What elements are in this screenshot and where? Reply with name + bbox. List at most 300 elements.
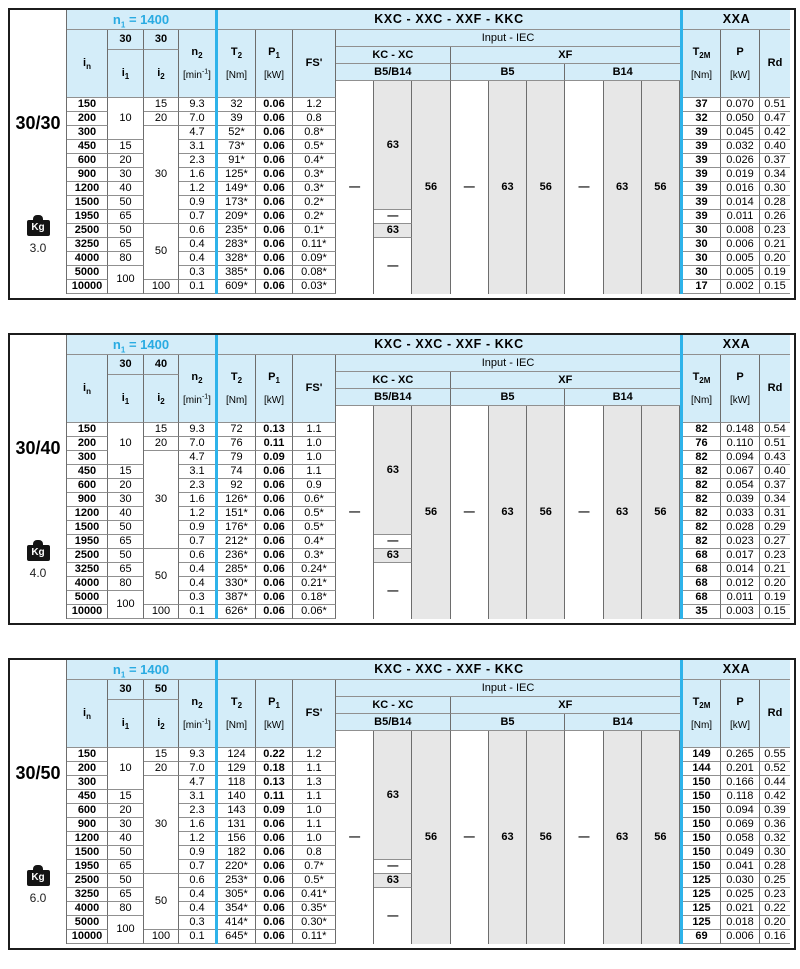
i1-value: 15 xyxy=(108,790,144,804)
xxa-title: XXA xyxy=(683,335,790,355)
p-value: 0.023 xyxy=(721,535,760,549)
rd-value: 0.43 xyxy=(760,451,790,465)
p1-value: 0.06 xyxy=(256,140,293,154)
fs-value: 0.3* xyxy=(293,549,336,563)
n2-value: 0.3 xyxy=(179,591,215,605)
fs-value: 1.1 xyxy=(293,790,336,804)
iec-col-2-seg: — xyxy=(374,535,412,549)
i1-head-value: 30 xyxy=(108,30,144,50)
p-value: 0.032 xyxy=(721,140,760,154)
p-value: 0.070 xyxy=(721,98,760,112)
p1-value: 0.06 xyxy=(256,591,293,605)
t2m-value: 39 xyxy=(683,210,721,224)
i1-value: 100 xyxy=(108,591,144,619)
iec-col-6: 56 xyxy=(527,731,565,944)
iec-col-5: 63 xyxy=(489,406,527,619)
rd-value: 0.39 xyxy=(760,804,790,818)
i1-column-header: $i_1$ xyxy=(108,700,144,748)
t2m-value: 76 xyxy=(683,437,721,451)
in-value: 900 xyxy=(67,818,108,832)
i2-value: 15 xyxy=(144,98,179,112)
p1-value: 0.06 xyxy=(256,874,293,888)
in-value: 450 xyxy=(67,140,108,154)
p1-unit: [kW] xyxy=(264,719,284,731)
iec-col-2-seg: — xyxy=(374,210,412,224)
t2m-value: 144 xyxy=(683,762,721,776)
in-value: 600 xyxy=(67,154,108,168)
p1-value: 0.06 xyxy=(256,535,293,549)
rd-value: 0.15 xyxy=(760,605,790,619)
in-value: 1500 xyxy=(67,846,108,860)
p-value: 0.014 xyxy=(721,563,760,577)
p1-value: 0.06 xyxy=(256,238,293,252)
in-value: 900 xyxy=(67,493,108,507)
p-value: 0.028 xyxy=(721,521,760,535)
p1-value: 0.22 xyxy=(256,748,293,762)
rd-value: 0.40 xyxy=(760,465,790,479)
i2-value: 15 xyxy=(144,748,179,762)
in-value: 150 xyxy=(67,748,108,762)
rd-value: 0.26 xyxy=(760,210,790,224)
in-value: 1500 xyxy=(67,196,108,210)
p-unit: [kW] xyxy=(730,719,750,731)
n2-value: 0.7 xyxy=(179,860,215,874)
t2-column-header xyxy=(218,355,256,423)
rd-value: 0.32 xyxy=(760,832,790,846)
n2-value: 0.6 xyxy=(179,874,215,888)
t2m-value: 68 xyxy=(683,563,721,577)
rd-value: 0.31 xyxy=(760,507,790,521)
p-value: 0.011 xyxy=(721,210,760,224)
n2-value: 1.2 xyxy=(179,182,215,196)
p-value: 0.005 xyxy=(721,266,760,280)
i1-value: 50 xyxy=(108,196,144,210)
p1-value: 0.06 xyxy=(256,168,293,182)
i2-value: 50 xyxy=(144,549,179,605)
fs-value: 0.2* xyxy=(293,196,336,210)
in-value: 1200 xyxy=(67,832,108,846)
fs-value: 1.2 xyxy=(293,748,336,762)
t2m-value: 150 xyxy=(683,860,721,874)
fs-value: 0.2* xyxy=(293,210,336,224)
p-value: 0.058 xyxy=(721,832,760,846)
i2-head-value: 30 xyxy=(144,30,179,50)
i1-value: 10 xyxy=(108,423,144,465)
t2m-value: 150 xyxy=(683,818,721,832)
t2m-value: 125 xyxy=(683,902,721,916)
fs-value: 1.1 xyxy=(293,423,336,437)
in-value: 200 xyxy=(67,762,108,776)
t2-value: 385* xyxy=(218,266,256,280)
in-value: 4000 xyxy=(67,902,108,916)
t2m-value: 30 xyxy=(683,238,721,252)
rd-value: 0.30 xyxy=(760,182,790,196)
rd-value: 0.40 xyxy=(760,140,790,154)
n2-value: 1.2 xyxy=(179,507,215,521)
i2-head-value: 40 xyxy=(144,355,179,375)
i1-value: 40 xyxy=(108,832,144,846)
t2m-value: 125 xyxy=(683,874,721,888)
n2-value: 4.7 xyxy=(179,451,215,465)
series-title: KXC - XXC - XXF - KKC xyxy=(218,10,680,30)
i1-value: 50 xyxy=(108,874,144,888)
p-value: 0.045 xyxy=(721,126,760,140)
t2-value: 73* xyxy=(218,140,256,154)
t2-value: 140 xyxy=(218,790,256,804)
p1-value: 0.06 xyxy=(256,112,293,126)
rd-value: 0.20 xyxy=(760,916,790,930)
in-value: 900 xyxy=(67,168,108,182)
n2-value: 0.4 xyxy=(179,888,215,902)
iec-col-2-seg: 63 xyxy=(374,81,412,210)
t2m-value: 39 xyxy=(683,126,721,140)
t2m-value: 30 xyxy=(683,252,721,266)
t2m-value: 68 xyxy=(683,591,721,605)
p-value: 0.018 xyxy=(721,916,760,930)
in-value: 1200 xyxy=(67,182,108,196)
t2m-column-header xyxy=(683,680,721,748)
fs-value: 0.18* xyxy=(293,591,336,605)
p1-value: 0.06 xyxy=(256,888,293,902)
t2m-value: 39 xyxy=(683,168,721,182)
n2-value: 0.7 xyxy=(179,210,215,224)
fs-value: 0.6* xyxy=(293,493,336,507)
i2-column-header: $i_2$ xyxy=(144,375,179,423)
in-value: 3250 xyxy=(67,888,108,902)
in-value: 10000 xyxy=(67,930,108,944)
in-value: 3250 xyxy=(67,563,108,577)
ratio-column xyxy=(10,660,67,944)
n2-value: 0.9 xyxy=(179,846,215,860)
p-symbol: P xyxy=(736,695,744,708)
p1-value: 0.06 xyxy=(256,182,293,196)
p1-column-header xyxy=(256,680,293,748)
in-value: 200 xyxy=(67,112,108,126)
i1-column-header: $i_1$ xyxy=(108,50,144,98)
t2-value: 305* xyxy=(218,888,256,902)
p1-column-header xyxy=(256,30,293,98)
i1-value: 100 xyxy=(108,916,144,944)
t2-value: 74 xyxy=(218,465,256,479)
n2-column-header xyxy=(179,355,215,423)
n2-value: 0.4 xyxy=(179,252,215,266)
t2m-value: 150 xyxy=(683,790,721,804)
in-column-header: $i_n$ xyxy=(67,355,108,423)
b5-b14-header: B5/B14 xyxy=(336,389,451,406)
iec-col-9: 56 xyxy=(642,731,680,944)
iec-col-1: — xyxy=(336,81,374,294)
fs-value: 0.5* xyxy=(293,874,336,888)
t2m-value: 17 xyxy=(683,280,721,294)
t2m-value: 150 xyxy=(683,846,721,860)
n2-value: 0.9 xyxy=(179,521,215,535)
i1-value: 80 xyxy=(108,252,144,266)
section-divider-left xyxy=(215,335,218,619)
p-symbol: P xyxy=(736,45,744,58)
p1-value: 0.06 xyxy=(256,930,293,944)
n2-value: 0.3 xyxy=(179,916,215,930)
p1-unit: [kW] xyxy=(264,394,284,406)
i1-value: 65 xyxy=(108,860,144,874)
t2-value: 328* xyxy=(218,252,256,266)
n2-value: 9.3 xyxy=(179,98,215,112)
iec-col-2-seg: — xyxy=(374,888,412,944)
i1-head-value: 30 xyxy=(108,355,144,375)
i2-value: 20 xyxy=(144,112,179,126)
weight-value: 3.0 xyxy=(29,241,47,255)
i2-value: 50 xyxy=(144,874,179,930)
n2-value: 3.1 xyxy=(179,140,215,154)
t2m-value: 150 xyxy=(683,776,721,790)
in-value: 4000 xyxy=(67,252,108,266)
i1-value: 50 xyxy=(108,521,144,535)
i2-value: 30 xyxy=(144,451,179,549)
b14-header: B14 xyxy=(565,389,680,406)
i2-value: 20 xyxy=(144,437,179,451)
rd-value: 0.29 xyxy=(760,521,790,535)
p-value: 0.011 xyxy=(721,591,760,605)
i1-value: 100 xyxy=(108,266,144,294)
n2-value: 0.1 xyxy=(179,930,215,944)
n2-column-header xyxy=(179,30,215,98)
t2-value: 32 xyxy=(218,98,256,112)
fs-value: 1.2 xyxy=(293,98,336,112)
rd-value: 0.21 xyxy=(760,238,790,252)
t2-value: 156 xyxy=(218,832,256,846)
t2m-value: 82 xyxy=(683,451,721,465)
i2-column-header: $i_2$ xyxy=(144,50,179,98)
n2-value: 0.6 xyxy=(179,549,215,563)
iec-col-6: 56 xyxy=(527,81,565,294)
kg-icon-body: Kg xyxy=(27,220,50,236)
p-value: 0.019 xyxy=(721,168,760,182)
i2-value: 20 xyxy=(144,762,179,776)
iec-col-2-seg: 63 xyxy=(374,731,412,860)
rd-value: 0.37 xyxy=(760,479,790,493)
p1-value: 0.06 xyxy=(256,577,293,591)
b5-b14-header: B5/B14 xyxy=(336,64,451,81)
rd-value: 0.55 xyxy=(760,748,790,762)
p-value: 0.006 xyxy=(721,238,760,252)
in-value: 300 xyxy=(67,126,108,140)
t2m-value: 82 xyxy=(683,423,721,437)
n2-column-header xyxy=(179,680,215,748)
rd-value: 0.20 xyxy=(760,577,790,591)
t2-value: 76 xyxy=(218,437,256,451)
rd-value: 0.25 xyxy=(760,874,790,888)
xf-header: XF xyxy=(451,372,680,389)
t2-value: 236* xyxy=(218,549,256,563)
t2m-column-header xyxy=(683,30,721,98)
i2-value: 30 xyxy=(144,126,179,224)
i1-value: 30 xyxy=(108,168,144,182)
i2-value: 50 xyxy=(144,224,179,280)
rd-value: 0.16 xyxy=(760,930,790,944)
i1-value: 40 xyxy=(108,507,144,521)
iec-col-7: — xyxy=(565,81,603,294)
fs-value: 0.35* xyxy=(293,902,336,916)
in-value: 600 xyxy=(67,804,108,818)
section-divider-left xyxy=(215,660,218,944)
p1-symbol: $P_1$ xyxy=(268,45,280,60)
p-value: 0.094 xyxy=(721,804,760,818)
b14-header: B14 xyxy=(565,714,680,731)
p-column-header xyxy=(721,355,760,423)
iec-col-2-seg: — xyxy=(374,860,412,874)
p1-value: 0.06 xyxy=(256,521,293,535)
fs-value: 0.9 xyxy=(293,479,336,493)
in-value: 600 xyxy=(67,479,108,493)
iec-col-2-seg: 63 xyxy=(374,224,412,238)
p1-value: 0.06 xyxy=(256,902,293,916)
n2-value: 2.3 xyxy=(179,154,215,168)
p-value: 0.069 xyxy=(721,818,760,832)
in-value: 450 xyxy=(67,465,108,479)
t2-value: 125* xyxy=(218,168,256,182)
i1-value: 20 xyxy=(108,479,144,493)
n2-value: 4.7 xyxy=(179,776,215,790)
n2-unit: $[\min^{-1}]$ xyxy=(183,393,211,406)
t2m-unit: [Nm] xyxy=(690,394,713,406)
t2-unit: [Nm] xyxy=(225,69,248,81)
t2m-symbol: $T_{2M}$ xyxy=(692,695,711,710)
t2-value: 92 xyxy=(218,479,256,493)
iec-col-2-seg: 63 xyxy=(374,549,412,563)
t2-value: 118 xyxy=(218,776,256,790)
b5-header: B5 xyxy=(451,389,566,406)
rd-value: 0.51 xyxy=(760,437,790,451)
iec-col-8: 63 xyxy=(604,731,642,944)
fs-value: 0.3* xyxy=(293,182,336,196)
t2m-unit: [Nm] xyxy=(690,719,713,731)
iec-col-7: — xyxy=(565,406,603,619)
in-column-header: $i_n$ xyxy=(67,30,108,98)
fs-value: 0.4* xyxy=(293,154,336,168)
t2-value: 354* xyxy=(218,902,256,916)
i1-head-value: 30 xyxy=(108,680,144,700)
fs-value: 0.41* xyxy=(293,888,336,902)
fs-value: 0.5* xyxy=(293,521,336,535)
i1-value: 10 xyxy=(108,748,144,790)
n2-value: 2.3 xyxy=(179,804,215,818)
t2m-value: 82 xyxy=(683,535,721,549)
n2-value: 2.3 xyxy=(179,479,215,493)
i1-value: 65 xyxy=(108,888,144,902)
fs-value: 0.11* xyxy=(293,930,336,944)
kg-weight-icon xyxy=(10,540,66,561)
i1-value: 65 xyxy=(108,563,144,577)
t2-symbol: $T_2$ xyxy=(230,695,243,710)
p1-value: 0.06 xyxy=(256,126,293,140)
iec-col-3: 56 xyxy=(412,81,450,294)
iec-col-4: — xyxy=(451,731,489,944)
p1-value: 0.06 xyxy=(256,916,293,930)
t2-value: 209* xyxy=(218,210,256,224)
t2-unit: [Nm] xyxy=(225,719,248,731)
t2m-symbol: $T_{2M}$ xyxy=(692,370,711,385)
fs-value: 1.1 xyxy=(293,465,336,479)
t2m-value: 39 xyxy=(683,182,721,196)
kg-icon-body: Kg xyxy=(27,545,50,561)
p1-value: 0.06 xyxy=(256,549,293,563)
i2-head-value: 50 xyxy=(144,680,179,700)
n2-value: 3.1 xyxy=(179,465,215,479)
rd-value: 0.54 xyxy=(760,423,790,437)
p1-value: 0.06 xyxy=(256,266,293,280)
ratio-label: 30/40 xyxy=(15,438,61,458)
n2-value: 4.7 xyxy=(179,126,215,140)
rd-value: 0.51 xyxy=(760,98,790,112)
p1-symbol: $P_1$ xyxy=(268,695,280,710)
p1-value: 0.13 xyxy=(256,423,293,437)
t2m-symbol: $T_{2M}$ xyxy=(692,45,711,60)
p1-unit: [kW] xyxy=(264,69,284,81)
p1-value: 0.06 xyxy=(256,605,293,619)
t2-value: 283* xyxy=(218,238,256,252)
i1-value: 80 xyxy=(108,577,144,591)
p1-value: 0.06 xyxy=(256,154,293,168)
fs-value: 0.06* xyxy=(293,605,336,619)
t2-value: 609* xyxy=(218,280,256,294)
fs-value: 0.8 xyxy=(293,846,336,860)
iec-col-7: — xyxy=(565,731,603,944)
b5-b14-header: B5/B14 xyxy=(336,714,451,731)
iec-col-4: — xyxy=(451,81,489,294)
in-value: 150 xyxy=(67,423,108,437)
p1-value: 0.06 xyxy=(256,98,293,112)
xf-header: XF xyxy=(451,697,680,714)
xxa-title: XXA xyxy=(683,10,790,30)
p1-value: 0.06 xyxy=(256,860,293,874)
t2-value: 91* xyxy=(218,154,256,168)
i1-value: 65 xyxy=(108,238,144,252)
in-value: 10000 xyxy=(67,605,108,619)
n2-value: 0.1 xyxy=(179,280,215,294)
n2-unit: $[\min^{-1}]$ xyxy=(183,718,211,731)
p1-value: 0.11 xyxy=(256,437,293,451)
kc-xc-header: KC - XC xyxy=(336,372,451,389)
t2m-value: 82 xyxy=(683,493,721,507)
t2m-value: 39 xyxy=(683,196,721,210)
t2m-value: 125 xyxy=(683,888,721,902)
t2-value: 131 xyxy=(218,818,256,832)
in-column-header: $i_n$ xyxy=(67,680,108,748)
in-value: 300 xyxy=(67,451,108,465)
i1-value: 50 xyxy=(108,224,144,238)
n2-value: 1.2 xyxy=(179,832,215,846)
fs-column-header: FS' xyxy=(293,680,336,748)
n2-value: 9.3 xyxy=(179,748,215,762)
in-value: 1500 xyxy=(67,521,108,535)
rd-value: 0.23 xyxy=(760,224,790,238)
i1-value: 50 xyxy=(108,549,144,563)
p1-value: 0.09 xyxy=(256,804,293,818)
t2-value: 285* xyxy=(218,563,256,577)
n2-symbol: $n_2$ xyxy=(191,695,203,710)
n2-value: 7.0 xyxy=(179,762,215,776)
p1-symbol: $P_1$ xyxy=(268,370,280,385)
weight-value: 6.0 xyxy=(29,891,47,905)
ratio-label: 30/30 xyxy=(15,113,61,133)
i1-value: 20 xyxy=(108,804,144,818)
kg-weight-icon xyxy=(10,865,66,886)
rd-value: 0.27 xyxy=(760,535,790,549)
ratio-column xyxy=(10,10,67,294)
ratio-column xyxy=(10,335,67,619)
p-value: 0.012 xyxy=(721,577,760,591)
i1-value: 30 xyxy=(108,818,144,832)
p-column-header xyxy=(721,680,760,748)
